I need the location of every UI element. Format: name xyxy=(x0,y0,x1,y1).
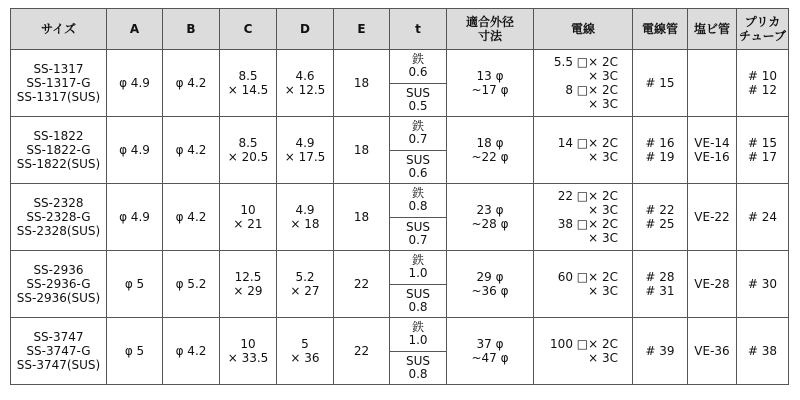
model-number: SS-1822(SUS) xyxy=(16,157,101,171)
dimension-c-line: 8.5 xyxy=(238,69,258,83)
model-number: SS-3747 xyxy=(33,330,84,344)
plica-line: # 38 xyxy=(747,344,778,358)
thickness-sus-line: 0.8 xyxy=(408,366,428,381)
wire-line: × 3C xyxy=(588,284,618,298)
dimension-a-cell: φ 5 xyxy=(107,251,163,318)
model-number: SS-2936 xyxy=(33,263,84,277)
thickness-iron-line: 1.0 xyxy=(408,333,428,348)
header-d: D xyxy=(277,9,334,50)
wire-line: 100 □× 2C xyxy=(550,337,618,351)
model-number: SS-1822 xyxy=(33,129,84,143)
plica-cell xyxy=(737,251,789,318)
header-b: B xyxy=(163,9,220,50)
cable-diameter-line: 37 φ xyxy=(476,337,504,351)
dimension-d-line: 5 xyxy=(301,337,309,351)
thickness-sus-line: 0.5 xyxy=(408,98,428,113)
header-row xyxy=(11,9,789,50)
model-number: SS-2936(SUS) xyxy=(16,291,101,305)
conduit-line: # 22 xyxy=(645,203,675,217)
dimension-d-line: × 17.5 xyxy=(284,150,326,164)
cable-diameter-cell xyxy=(447,184,534,251)
dimension-d-line: 4.9 xyxy=(295,136,315,150)
dimension-d-cell xyxy=(277,318,334,385)
thickness-sus-line: SUS xyxy=(405,353,431,368)
dimension-c-line: 10 xyxy=(240,203,256,217)
pvc-cell xyxy=(688,184,737,251)
dimension-e-cell: 22 xyxy=(334,318,390,385)
dimension-e-cell: 18 xyxy=(334,184,390,251)
thickness-sus xyxy=(390,285,446,318)
dimension-a-cell: φ 4.9 xyxy=(107,184,163,251)
dimension-d-line: × 36 xyxy=(290,351,320,365)
dimension-c-line: × 29 xyxy=(233,284,263,298)
plica-line: # 17 xyxy=(747,150,778,164)
header-wire: 電線 xyxy=(534,9,633,50)
plica-line: # 15 xyxy=(747,136,778,150)
wire-line: 22 □× 2C xyxy=(557,189,618,203)
plica-line: # 12 xyxy=(747,83,778,97)
thickness-split xyxy=(390,184,446,250)
size-cell xyxy=(11,117,107,184)
dimension-c-cell xyxy=(220,251,277,318)
wire-line: 5.5 □× 2C xyxy=(553,55,618,69)
conduit-line: # 31 xyxy=(645,284,675,298)
plica-cell xyxy=(737,50,789,117)
thickness-cell xyxy=(390,251,447,318)
thickness-iron-line: 鉄 xyxy=(411,52,424,67)
size-cell xyxy=(11,184,107,251)
dimension-c-line: × 14.5 xyxy=(227,83,269,97)
dimension-c-line: × 21 xyxy=(233,217,263,231)
header-pvc: 塩ビ管 xyxy=(688,9,737,50)
dimension-c-line: 10 xyxy=(240,337,256,351)
model-number: SS-1822-G xyxy=(26,143,91,157)
conduit-line: # 39 xyxy=(645,344,675,358)
thickness-sus-line: SUS xyxy=(405,85,431,100)
thickness-sus xyxy=(390,84,446,117)
thickness-iron-line: 0.7 xyxy=(408,132,428,147)
wire-line: 38 □× 2C xyxy=(557,217,618,231)
dimension-d-cell xyxy=(277,117,334,184)
dimension-c-cell xyxy=(220,50,277,117)
header-e: E xyxy=(334,9,390,50)
thickness-sus xyxy=(390,352,446,385)
cable-diameter-line: 23 φ xyxy=(476,203,504,217)
table-row xyxy=(11,184,789,251)
thickness-cell xyxy=(390,117,447,184)
spec-table-container xyxy=(10,8,788,385)
model-number: SS-1317-G xyxy=(26,76,91,90)
dimension-d-line: 4.6 xyxy=(295,69,315,83)
dimension-d-cell xyxy=(277,184,334,251)
dimension-c-line: × 20.5 xyxy=(227,150,269,164)
wire-line: × 3C xyxy=(588,69,618,83)
thickness-iron-line: 鉄 xyxy=(411,186,424,201)
dimension-c-cell xyxy=(220,184,277,251)
cable-diameter-line: 18 φ xyxy=(476,136,504,150)
conduit-cell xyxy=(633,251,688,318)
dimension-b-cell: φ 4.2 xyxy=(163,318,220,385)
thickness-iron-line: 鉄 xyxy=(411,119,424,134)
size-cell xyxy=(11,50,107,117)
cable-diameter-line: 13 φ xyxy=(476,69,504,83)
header-cable-diameter: 適合外径 寸法 xyxy=(447,9,534,50)
conduit-cell xyxy=(633,117,688,184)
dimension-c-line: 8.5 xyxy=(238,136,258,150)
dimension-e-cell: 18 xyxy=(334,50,390,117)
model-number: SS-1317 xyxy=(33,62,84,76)
thickness-iron xyxy=(390,50,446,84)
dimension-c-cell xyxy=(220,318,277,385)
conduit-cell xyxy=(633,184,688,251)
plica-cell xyxy=(737,318,789,385)
dimension-d-line: 5.2 xyxy=(295,270,315,284)
thickness-cell xyxy=(390,50,447,117)
thickness-sus xyxy=(390,151,446,184)
model-number: SS-2936-G xyxy=(26,277,91,291)
thickness-iron xyxy=(390,251,446,285)
wire-line: 60 □× 2C xyxy=(557,270,618,284)
cable-diameter-cell xyxy=(447,318,534,385)
plica-line: # 24 xyxy=(747,210,778,224)
wire-cell xyxy=(534,251,633,318)
header-a: A xyxy=(107,9,163,50)
thickness-iron-line: 1.0 xyxy=(408,266,428,281)
plica-cell xyxy=(737,117,789,184)
header-conduit: 電線管 xyxy=(633,9,688,50)
thickness-iron xyxy=(390,184,446,218)
dimension-c-line: × 33.5 xyxy=(227,351,269,365)
cable-diameter-cell xyxy=(447,251,534,318)
model-number: SS-2328(SUS) xyxy=(16,224,101,238)
wire-cell xyxy=(534,117,633,184)
header-t: t xyxy=(390,9,447,50)
conduit-cell xyxy=(633,50,688,117)
dimension-d-cell xyxy=(277,50,334,117)
model-number: SS-2328-G xyxy=(26,210,91,224)
cable-diameter-line: ~36 φ xyxy=(471,284,509,298)
table-row xyxy=(11,50,789,117)
conduit-line: # 16 xyxy=(645,136,675,150)
thickness-split xyxy=(390,251,446,317)
conduit-line: # 25 xyxy=(645,217,675,231)
dimension-b-cell: φ 4.2 xyxy=(163,50,220,117)
thickness-iron-line: 0.6 xyxy=(408,65,428,80)
table-row xyxy=(11,318,789,385)
thickness-split xyxy=(390,50,446,116)
thickness-sus-line: SUS xyxy=(405,219,431,234)
wire-cell xyxy=(534,184,633,251)
cable-diameter-cell xyxy=(447,50,534,117)
wire-line: × 3C xyxy=(588,150,618,164)
thickness-split xyxy=(390,318,446,384)
conduit-line: # 19 xyxy=(645,150,675,164)
wire-line: × 3C xyxy=(588,97,618,111)
wire-cell xyxy=(534,50,633,117)
dimension-b-cell: φ 5.2 xyxy=(163,251,220,318)
pvc-line: VE-36 xyxy=(694,344,730,358)
dimension-c-line: 12.5 xyxy=(234,270,262,284)
plica-line: # 30 xyxy=(747,277,778,291)
wire-line: 14 □× 2C xyxy=(557,136,618,150)
thickness-iron-line: 鉄 xyxy=(411,320,424,335)
size-cell xyxy=(11,251,107,318)
pvc-cell xyxy=(688,50,737,117)
plica-cell xyxy=(737,184,789,251)
thickness-sus-line: SUS xyxy=(405,152,431,167)
pvc-line: VE-28 xyxy=(694,277,730,291)
wire-cell xyxy=(534,318,633,385)
cable-diameter-line: ~47 φ xyxy=(471,351,509,365)
cable-diameter-line: 29 φ xyxy=(476,270,504,284)
conduit-line: # 28 xyxy=(645,270,675,284)
dimension-d-line: × 18 xyxy=(290,217,320,231)
thickness-sus-line: SUS xyxy=(405,286,431,301)
table-row xyxy=(11,251,789,318)
thickness-sus-line: 0.8 xyxy=(408,299,428,314)
wire-line: × 3C xyxy=(588,231,618,245)
spec-table-body xyxy=(11,50,789,385)
pvc-line: VE-16 xyxy=(694,150,730,164)
conduit-line: # 15 xyxy=(645,76,675,90)
cable-diameter-line: ~22 φ xyxy=(471,150,509,164)
conduit-cell xyxy=(633,318,688,385)
dimension-d-line: 4.9 xyxy=(295,203,315,217)
dimension-d-line: × 27 xyxy=(290,284,320,298)
dimension-c-cell xyxy=(220,117,277,184)
wire-line: 8 □× 2C xyxy=(565,83,618,97)
model-number: SS-3747-G xyxy=(26,344,91,358)
dimension-a-cell: φ 5 xyxy=(107,318,163,385)
thickness-sus-line: 0.6 xyxy=(408,165,428,180)
cable-diameter-line: ~28 φ xyxy=(471,217,509,231)
dimension-b-cell: φ 4.2 xyxy=(163,117,220,184)
header-c: C xyxy=(220,9,277,50)
thickness-sus-line: 0.7 xyxy=(408,232,428,247)
dimension-d-cell xyxy=(277,251,334,318)
thickness-iron xyxy=(390,117,446,151)
dimension-e-cell: 22 xyxy=(334,251,390,318)
cable-diameter-line: ~17 φ xyxy=(471,83,509,97)
thickness-sus xyxy=(390,218,446,251)
wire-line: × 3C xyxy=(588,351,618,365)
dimension-e-cell: 18 xyxy=(334,117,390,184)
header-plica: プリカ チューブ xyxy=(737,9,789,50)
pvc-cell xyxy=(688,117,737,184)
pvc-line: VE-22 xyxy=(694,210,730,224)
thickness-iron xyxy=(390,318,446,352)
pvc-cell xyxy=(688,251,737,318)
thickness-cell xyxy=(390,318,447,385)
thickness-cell xyxy=(390,184,447,251)
pvc-line: VE-14 xyxy=(694,136,730,150)
dimension-a-cell: φ 4.9 xyxy=(107,50,163,117)
model-number: SS-3747(SUS) xyxy=(16,358,101,372)
cable-diameter-cell xyxy=(447,117,534,184)
wire-line: × 3C xyxy=(588,203,618,217)
dimension-d-line: × 12.5 xyxy=(284,83,326,97)
spec-table xyxy=(10,8,789,385)
size-cell xyxy=(11,318,107,385)
model-number: SS-1317(SUS) xyxy=(16,90,101,104)
table-row xyxy=(11,117,789,184)
model-number: SS-2328 xyxy=(33,196,84,210)
header-size: サイズ xyxy=(11,9,107,50)
thickness-iron-line: 鉄 xyxy=(411,253,424,268)
thickness-split xyxy=(390,117,446,183)
dimension-b-cell: φ 4.2 xyxy=(163,184,220,251)
pvc-cell xyxy=(688,318,737,385)
thickness-iron-line: 0.8 xyxy=(408,199,428,214)
dimension-a-cell: φ 4.9 xyxy=(107,117,163,184)
plica-line: # 10 xyxy=(747,69,778,83)
